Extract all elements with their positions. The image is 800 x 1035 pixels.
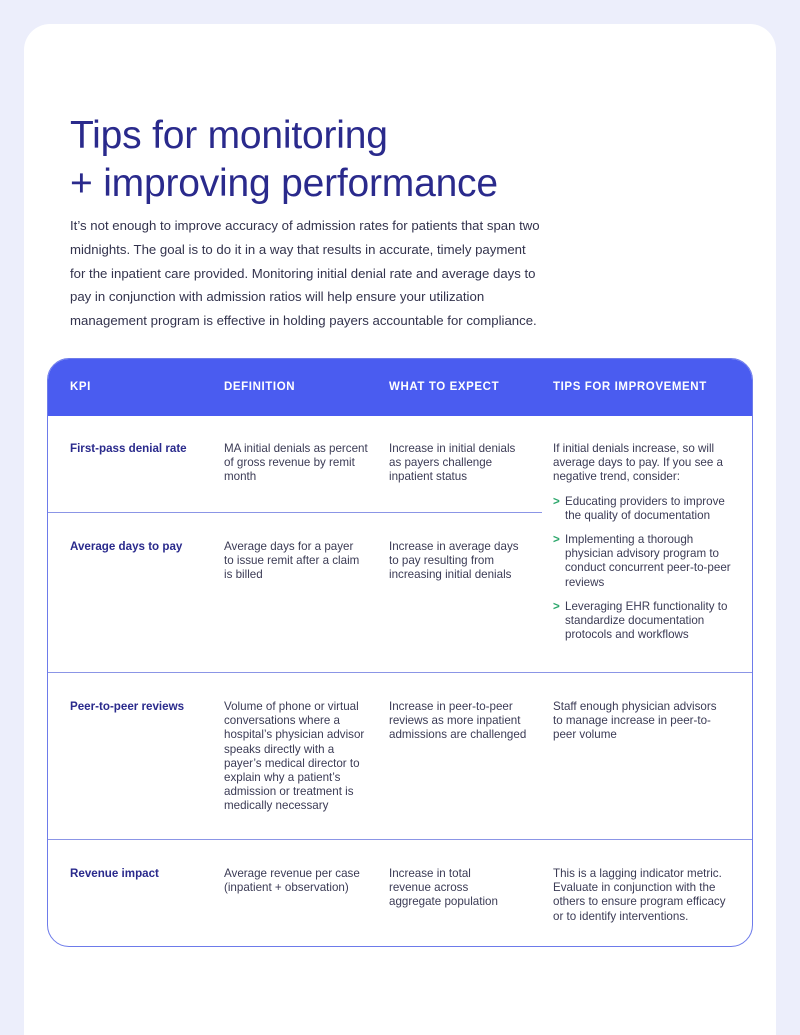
row-4-tips: This is a lagging indicator metric. Evaluate in conjunction with the others to ensure program efficacy or to identify interventions.: [553, 867, 726, 923]
tip-text: Educating providers to improve the quality of documentation: [565, 494, 725, 522]
page-title: [70, 112, 498, 208]
row-divider-1: [48, 512, 542, 513]
row-3-definition: Volume of phone or virtual conversations where a hospital’s physician advisor speaks directly with a payer’s medical director to explain why a patient’s admission or treatment is medically necessary: [224, 700, 365, 813]
tips-list: [553, 495, 733, 643]
list-item: [553, 600, 733, 643]
chevron-right-icon: >: [553, 599, 560, 613]
chevron-right-icon: >: [553, 494, 560, 508]
kpi-table: [47, 358, 753, 947]
row-1-expect: Increase in initial denials as payers challenge inpatient status: [389, 442, 516, 484]
row-1-definition: MA initial denials as percent of gross revenue by remit month: [224, 442, 368, 484]
row-divider-3: [48, 839, 752, 840]
list-item: [553, 495, 733, 523]
row-2-expect: Increase in average days to pay resulting from increasing initial denials: [389, 540, 519, 582]
page-title-line-1: Tips for monitoring: [70, 114, 388, 157]
intro-paragraph: It’s not enough to improve accuracy of admission rates for patients that span two midnights. The goal is to do it in a way that results in accurate, timely payment for the inpatient care provided. Monitoring initial denial rate and average days to pay in conjunction with admission ratios will help ensure your utilization management program is effective in holding payers accountable for compliance.: [70, 218, 540, 329]
merged-tips-intro: If initial denials increase, so will average days to pay. If you see a negative trend, consider:: [553, 442, 723, 484]
row-4-definition: Average revenue per case (inpatient + observation): [224, 867, 360, 895]
header-kpi: KPI: [70, 381, 91, 393]
row-3-expect: Increase in peer-to-peer reviews as more inpatient admissions are challenged: [389, 700, 527, 742]
tip-text: Implementing a thorough physician advisory program to conduct concurrent peer-to-peer reviews: [565, 533, 731, 589]
row-3-kpi: Peer-to-peer reviews: [70, 700, 185, 713]
row-2-kpi: Average days to pay: [70, 540, 183, 553]
header-definition: DEFINITION: [224, 381, 296, 393]
page-title-line-2: + improving performance: [70, 162, 498, 205]
merged-tips-cell: [553, 442, 733, 642]
row-4-kpi: Revenue impact: [70, 867, 159, 880]
row-2-definition: Average days for a payer to issue remit after a claim is billed: [224, 540, 360, 582]
header-what-to-expect: WHAT TO EXPECT: [389, 381, 500, 393]
row-divider-2: [48, 672, 752, 673]
row-1-kpi: First-pass denial rate: [70, 442, 187, 455]
table-header: [48, 359, 752, 416]
header-tips: TIPS FOR IMPROVEMENT: [553, 381, 707, 393]
list-item: [553, 533, 733, 590]
row-4-expect: Increase in total revenue across aggregate population: [389, 867, 498, 909]
chevron-right-icon: >: [553, 533, 560, 547]
row-3-tips: Staff enough physician advisors to manage increase in peer-to-peer volume: [553, 700, 717, 742]
tip-text: Leveraging EHR functionality to standardize documentation protocols and workflows: [565, 599, 728, 642]
